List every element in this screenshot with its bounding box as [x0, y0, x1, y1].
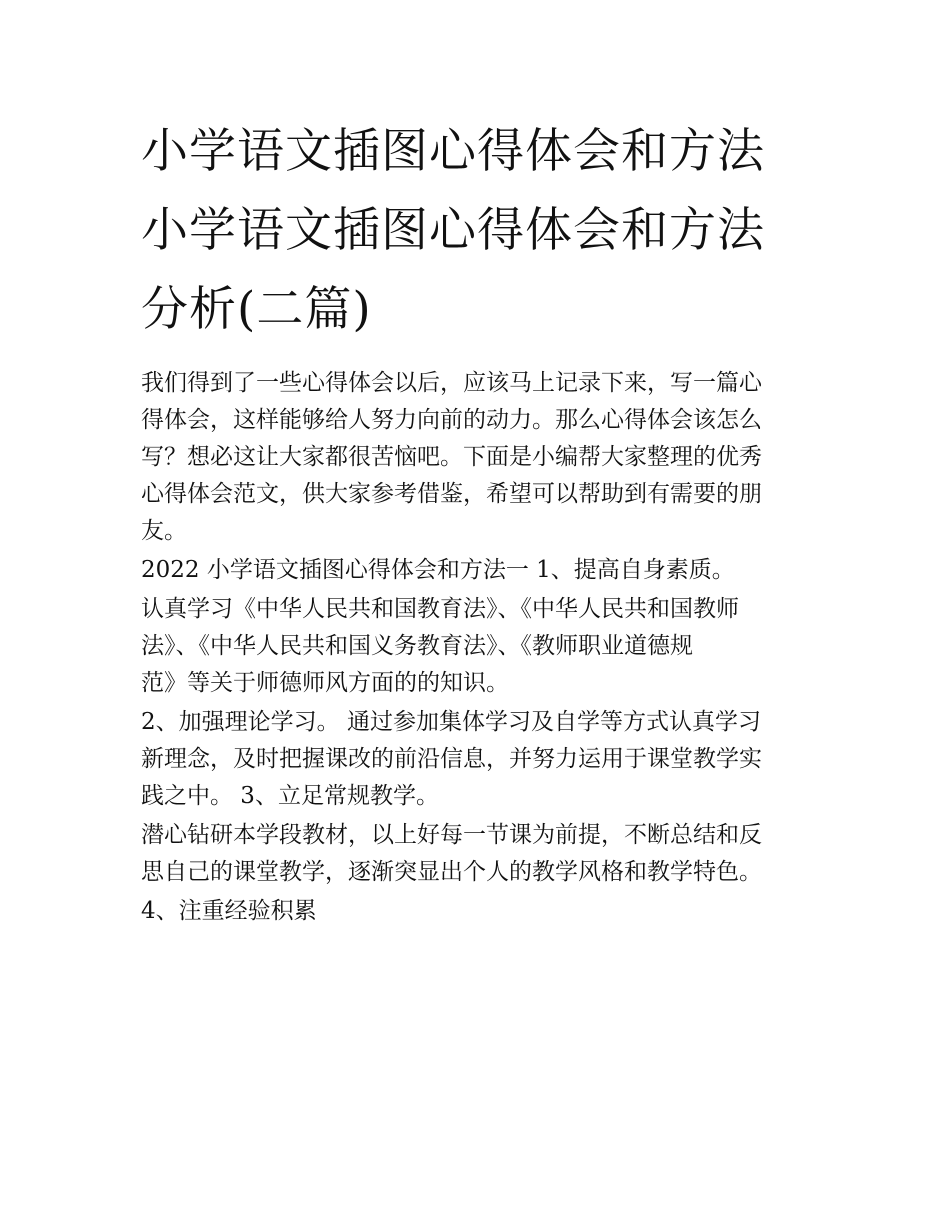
experience-paragraph [141, 891, 813, 930]
text-line: 我们得到了一些心得体会以后，应该马上记录下来，写一篇心 [141, 370, 762, 396]
document-title [141, 112, 813, 349]
intro-paragraph [141, 363, 813, 550]
text-line: 潜心钻研本学段教材，以上好每一节课为前提，不断总结和反 [141, 822, 762, 848]
text-line: 践之中。 3、立足常规教学。 [141, 783, 439, 809]
text-line: 写？想必这让大家都很苦恼吧。下面是小编帮大家整理的优秀 [141, 444, 762, 470]
text-line: 法》、《中华人民共和国义务教育法》、《教师职业道德规 [141, 633, 693, 659]
text-line: 4、注重经验积累 [141, 898, 317, 924]
title-line: 小学语文插图心得体会和方法 [141, 203, 765, 258]
section-heading-paragraph [141, 550, 813, 589]
text-line: 心得体会范文，供大家参考借鉴，希望可以帮助到有需要的朋 [141, 481, 762, 507]
document-page [141, 112, 813, 930]
text-line: 认真学习《中华人民共和国教育法》、《中华人民共和国教师 [141, 596, 739, 622]
text-line: 新理念，及时把握课改的前沿信息，并努力运用于课堂教学实 [141, 746, 762, 772]
study-law-paragraph [141, 589, 813, 702]
text-line: 友。 [141, 518, 187, 544]
title-line: 小学语文插图心得体会和方法 [141, 124, 765, 179]
text-line: 范》等关于师德师风方面的的知识。 [141, 670, 509, 696]
document-body [141, 363, 813, 930]
text-line: 思自己的课堂教学，逐渐突显出个人的教学风格和教学特色。 [141, 859, 762, 885]
text-line: 得体会，这样能够给人努力向前的动力。那么心得体会该怎么 [141, 407, 762, 433]
text-line: 2022 小学语文插图心得体会和方法一 1、提高自身素质。 [141, 557, 735, 583]
title-line: 分析(二篇) [141, 282, 372, 337]
text-line: 2、加强理论学习。 通过参加集体学习及自学等方式认真学习 [141, 709, 761, 735]
teaching-material-paragraph [141, 815, 813, 891]
theory-study-paragraph [141, 702, 813, 815]
